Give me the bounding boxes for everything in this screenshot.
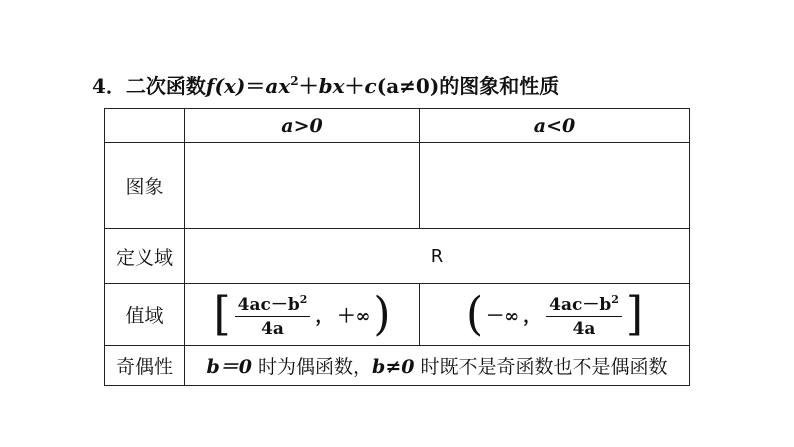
- heading-condition: (a≠0): [376, 74, 440, 98]
- table-row-domain: [105, 229, 690, 284]
- graph-cell-negative: [420, 143, 690, 229]
- range-neg-sep: ，: [523, 305, 542, 327]
- range-pos-open: [: [213, 287, 231, 341]
- range-neg-open: (: [465, 287, 484, 341]
- row-label-graph: 图象: [105, 143, 185, 229]
- heading-ax: ax: [265, 74, 291, 98]
- range-pos-fraction: $\frac{4ac-b^2}{4a}$: [235, 290, 311, 339]
- heading-plus2: ＋: [344, 74, 365, 98]
- corner-cell: [105, 109, 185, 143]
- parity-text-even: 时为偶函数，: [251, 356, 373, 378]
- range-neg-fraction: $\frac{4ac-b^2}{4a}$: [546, 290, 622, 339]
- range-cell-positive: [185, 284, 420, 346]
- domain-value: R: [185, 229, 690, 284]
- table-row-graph: [105, 143, 690, 229]
- range-neg-close: ]: [625, 287, 644, 341]
- row-label-domain: 定义域: [105, 229, 185, 284]
- heading-square: 2: [290, 74, 299, 88]
- table-row-range: [105, 284, 690, 346]
- parity-value: [185, 346, 690, 386]
- table-row-parity: [105, 346, 690, 386]
- heading-number: 4．二次函数: [92, 74, 206, 98]
- header-a-negative: a<0: [420, 109, 690, 143]
- range-pos-sep: ，: [315, 305, 334, 327]
- header-a-positive: a>0: [185, 109, 420, 143]
- heading-suffix: 的图象和性质: [439, 74, 560, 98]
- heading-eq: ＝: [245, 74, 266, 98]
- properties-table: [104, 108, 690, 386]
- heading-c: c: [364, 74, 377, 98]
- range-neg-head: －∞: [486, 305, 520, 327]
- section-heading: [92, 70, 559, 99]
- parity-b-nonzero: b≠0: [372, 356, 415, 378]
- heading-func: f(x): [205, 74, 246, 98]
- range-pos-close: ): [373, 287, 391, 341]
- row-label-parity: 奇偶性: [105, 346, 185, 386]
- heading-bx: bx: [318, 74, 345, 98]
- graph-cell-positive: [185, 143, 420, 229]
- row-label-range: 值域: [105, 284, 185, 346]
- table-row-header: [105, 109, 690, 143]
- range-pos-tail: ＋∞: [337, 305, 371, 327]
- heading-plus1: ＋: [298, 74, 319, 98]
- parity-b-zero: b＝0: [206, 356, 252, 378]
- parity-text-neither: 时既不是奇函数也不是偶函数: [414, 356, 668, 378]
- range-cell-negative: [420, 284, 690, 346]
